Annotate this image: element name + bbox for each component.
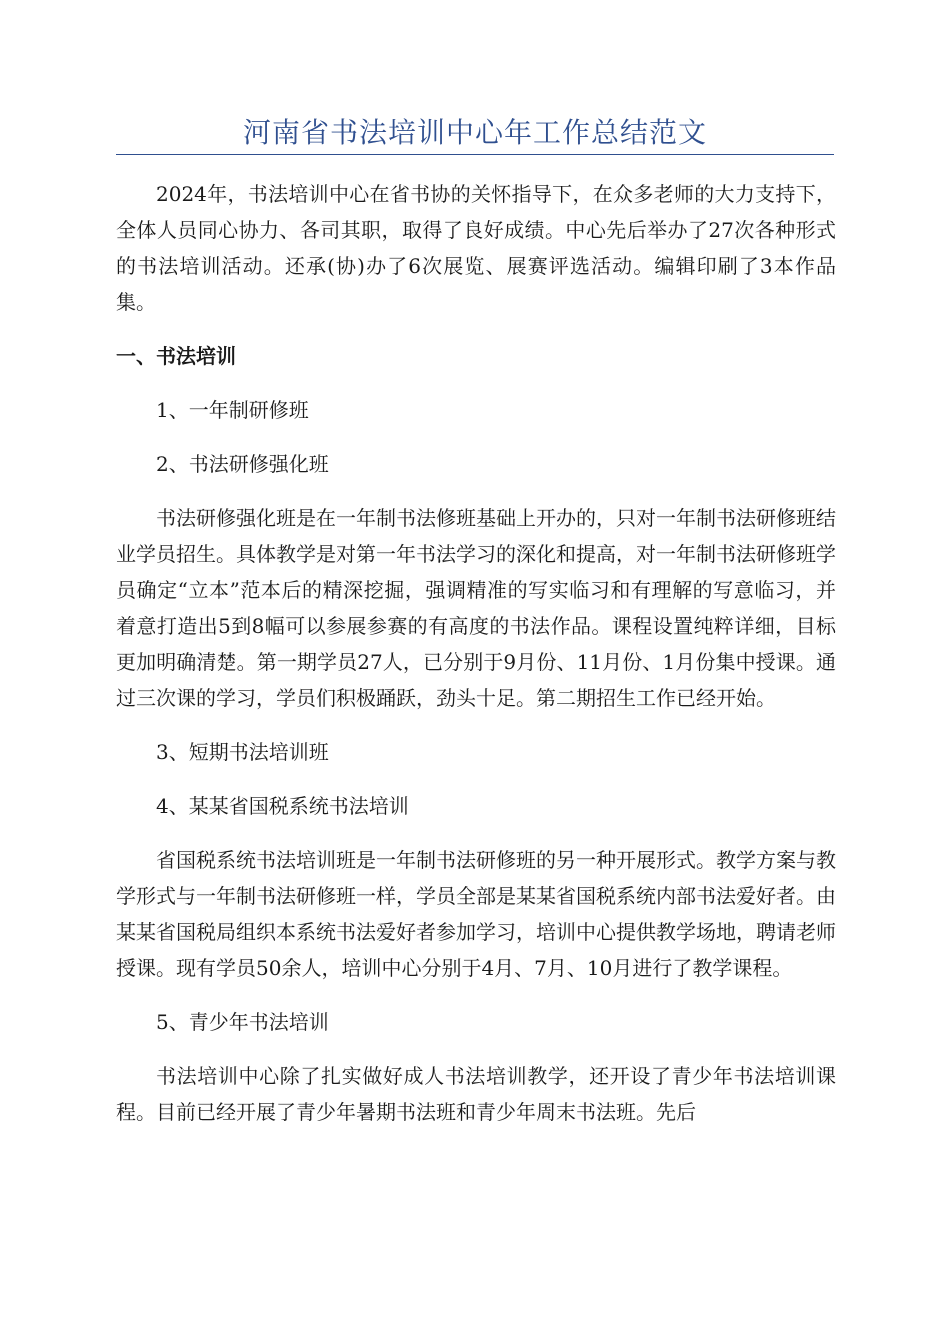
list-item: 5、青少年书法培训: [156, 1010, 329, 1034]
intro-paragraph: 2024年，书法培训中心在省书协的关怀指导下，在众多老师的大力支持下，全体人员同心协力、各司其职，取得了良好成绩。中心先后举办了27次各种形式的书法培训活动。还承(协)办了6次展览、展赛评选活动。编辑印刷了3本作品集。: [116, 182, 836, 314]
body-paragraph: 书法研修强化班是在一年制书法修班基础上开办的，只对一年制书法研修班结业学员招生。具体教学是对第一年书法学习的深化和提高，对一年制书法研修班学员确定“立本”范本后的精深挖掘，强调精准的写实临习和有理解的写意临习，并着意打造出5到8幅可以参展参赛的有高度的书法作品。课程设置纯粹详细，目标更加明确清楚。第一期学员27人，已分别于9月份、11月份、1月份集中授课。通过三次课的学习，学员们积极踊跃，劲头十足。第二期招生工作已经开始。: [116, 506, 836, 710]
body-paragraph: 书法培训中心除了扎实做好成人书法培训教学，还开设了青少年书法培训课程。目前已经开展了青少年暑期书法班和青少年周末书法班。先后: [116, 1064, 836, 1124]
body-paragraph: 省国税系统书法培训班是一年制书法研修班的另一种开展形式。教学方案与教学形式与一年制书法研修班一样，学员全部是某某省国税系统内部书法爱好者。由某某省国税局组织本系统书法爱好者参加学习，培训中心提供教学场地，聘请老师授课。现有学员50余人，培训中心分别于4月、7月、10月进行了教学课程。: [116, 848, 836, 980]
document-title: 河南省书法培训中心年工作总结范文: [242, 116, 707, 149]
list-item: 2、书法研修强化班: [156, 452, 329, 476]
title-underline: [116, 154, 834, 155]
section-heading: 一、书法培训: [116, 344, 236, 368]
list-item: 1、一年制研修班: [156, 398, 309, 422]
document-body: [116, 176, 836, 1148]
list-item: 4、某某省国税系统书法培训: [156, 794, 409, 818]
list-item: 3、短期书法培训班: [156, 740, 329, 764]
